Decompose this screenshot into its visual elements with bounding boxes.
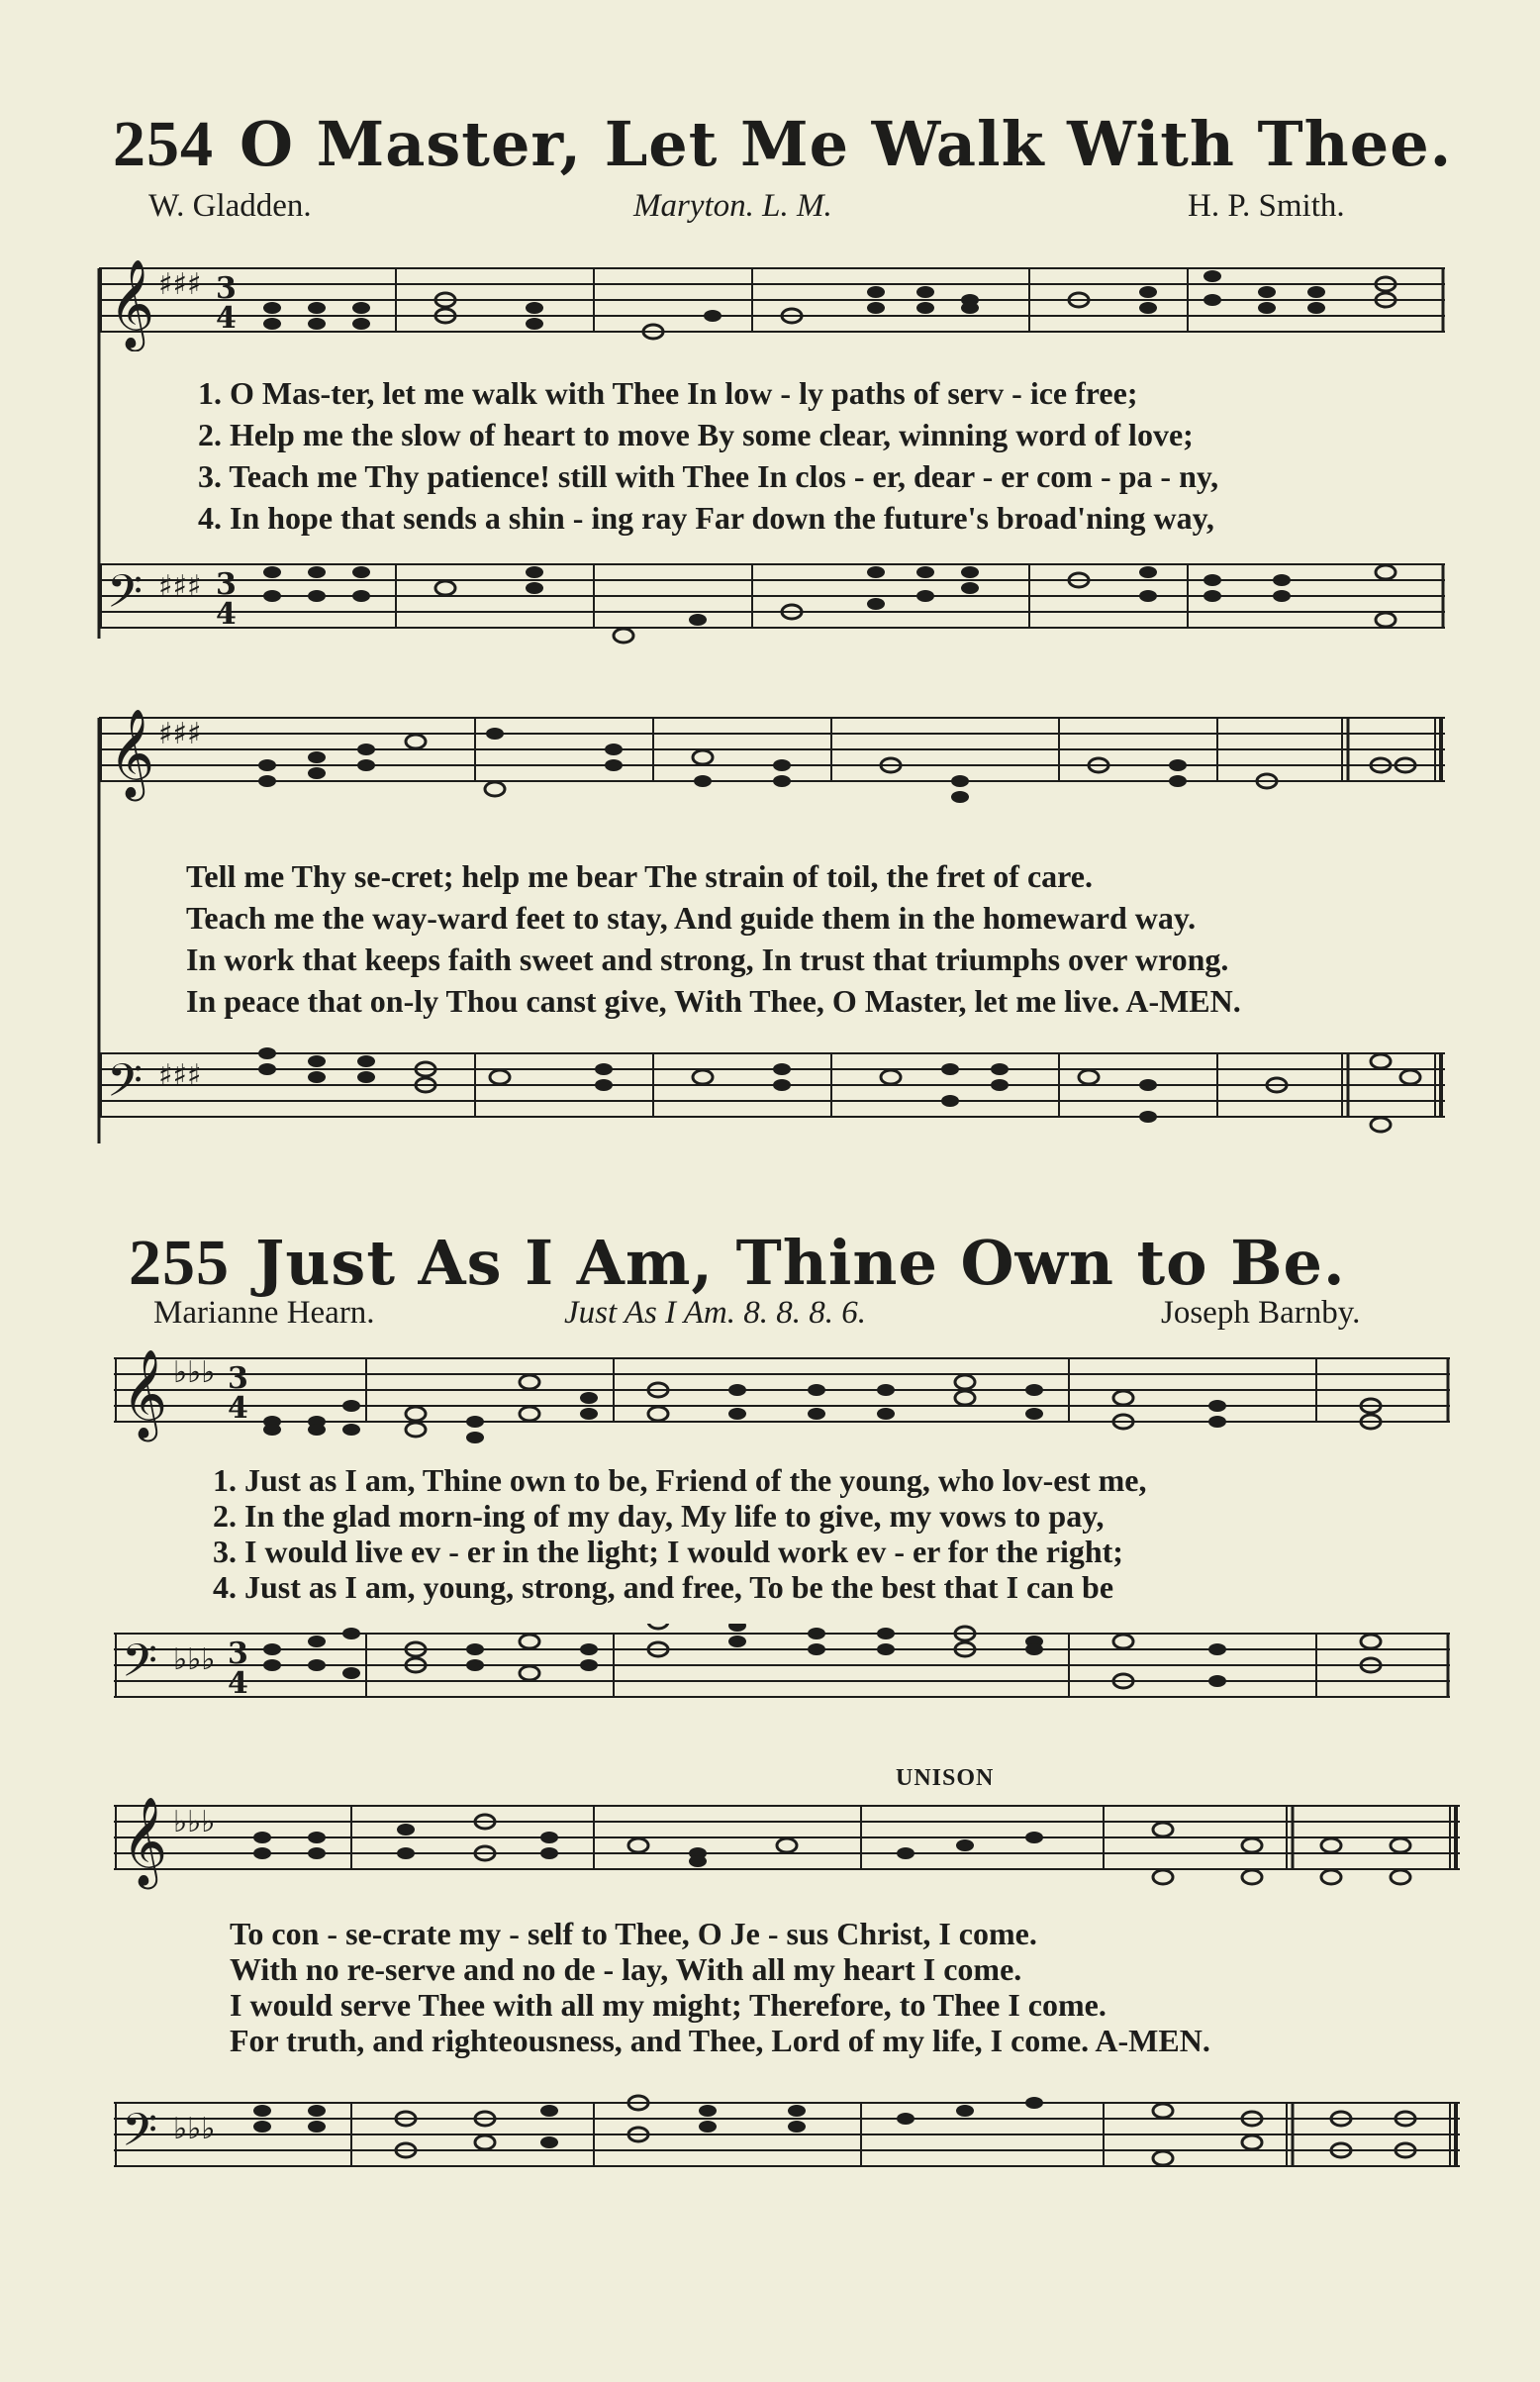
verse-line: 3. I would live ev - er in the light; I would work ev - er for the right; [213, 1534, 1123, 1569]
verse-line: 2. In the glad morn-ing of my day, My life to give, my vows to pay, [213, 1498, 1105, 1534]
verse-line: 1. O Mas-ter, let me walk with Thee In low - ly paths of serv - ice free; [198, 375, 1138, 411]
author: W. Gladden. [148, 188, 312, 224]
hymn-255-treble-staff-2 [114, 1792, 1460, 1901]
verse-line: To con - se-crate my - self to Thee, O Je - sus Christ, I come. [230, 1916, 1037, 1951]
tune-meter: Just As I Am. 8. 8. 8. 6. [564, 1295, 866, 1331]
svg-text:♯♯♯: ♯♯♯ [158, 717, 202, 751]
hymn-255-bass-staff-2 [114, 2089, 1460, 2198]
hymn-254-treble-staff-1 [99, 252, 1445, 351]
svg-text:♭♭♭: ♭♭♭ [173, 1805, 216, 1839]
hymn-title-text: Just As I Am, Thine Own to Be. [255, 1227, 1346, 1299]
svg-text:3: 3 [228, 1637, 248, 1671]
hymn-254-title [113, 107, 1452, 182]
svg-text:3: 3 [216, 567, 237, 602]
svg-text:4: 4 [216, 301, 237, 336]
verse-line: 1. Just as I am, Thine own to be, Friend of the young, who lov-est me, [213, 1462, 1147, 1498]
verse-line: 4. Just as I am, young, strong, and free, To be the best that I can be [213, 1569, 1114, 1605]
verse-line: In work that keeps faith sweet and strong, In trust that triumphs over wrong. [186, 942, 1229, 977]
svg-text:3: 3 [216, 271, 237, 306]
unison-marking: UNISON [896, 1765, 995, 1791]
hymn-number: 254 [113, 108, 214, 180]
svg-text:𝄞: 𝄞 [109, 709, 155, 798]
svg-text:𝄢: 𝄢 [122, 1635, 158, 1699]
hymn-255-treble-staff-1 [114, 1346, 1450, 1455]
svg-text:♯♯♯: ♯♯♯ [158, 267, 202, 302]
svg-text:𝄞: 𝄞 [122, 1797, 168, 1886]
svg-text:𝄞: 𝄞 [109, 259, 155, 348]
verse-line: Tell me Thy se-cret; help me bear The strain of toil, the fret of care. [186, 858, 1093, 894]
svg-text:4: 4 [216, 597, 237, 632]
svg-text:𝄢: 𝄢 [107, 565, 144, 630]
svg-text:𝄞: 𝄞 [122, 1349, 168, 1439]
hymn-255-credits [153, 1295, 1440, 1335]
verse-line: For truth, and righteousness, and Thee, Lord of my life, I come. A-MEN. [230, 2023, 1210, 2058]
author: Marianne Hearn. [153, 1295, 375, 1331]
svg-text:3: 3 [228, 1361, 248, 1396]
composer: H. P. Smith. [1188, 188, 1345, 224]
svg-text:♭♭♭: ♭♭♭ [173, 1355, 216, 1390]
hymn-254-verses-part2 [186, 855, 1241, 1022]
svg-text:4: 4 [228, 1391, 248, 1426]
hymn-254-verses-part1 [198, 372, 1218, 539]
svg-text:♭♭♭: ♭♭♭ [173, 2112, 216, 2146]
hymn-255-title [129, 1226, 1346, 1301]
verse-line: Teach me the way-ward feet to stay, And guide them in the homeward way. [186, 900, 1197, 936]
hymn-255-bass-staff-1 [114, 1624, 1450, 1723]
system-brackets [95, 252, 105, 2203]
svg-text:𝄢: 𝄢 [122, 2104, 158, 2168]
verse-line: 4. In hope that sends a shin - ing ray Far down the future's broad'ning way, [198, 500, 1214, 536]
hymn-255-verses-part1 [213, 1459, 1147, 1605]
verse-line: In peace that on-ly Thou canst give, With Thee, O Master, let me live. A-MEN. [186, 983, 1241, 1019]
tune-meter: Maryton. L. M. [633, 188, 832, 224]
hymn-number: 255 [129, 1227, 230, 1299]
svg-text:4: 4 [228, 1666, 248, 1701]
svg-text:♭♭♭: ♭♭♭ [173, 1642, 216, 1677]
verse-line: 3. Teach me Thy patience! still with Thee In clos - er, dear - er com - pa - ny, [198, 458, 1219, 494]
hymn-254-bass-staff-2 [99, 1040, 1445, 1158]
verse-line: 2. Help me the slow of heart to move By some clear, winning word of love; [198, 417, 1194, 452]
verse-line: I would serve Thee with all my might; Therefore, to Thee I come. [230, 1987, 1107, 2023]
svg-text:♯♯♯: ♯♯♯ [158, 1058, 202, 1093]
hymn-title-text: O Master, Let Me Walk With Thee. [240, 108, 1453, 180]
svg-text:♯♯♯: ♯♯♯ [158, 569, 202, 604]
hymn-255-verses-part2 [230, 1913, 1210, 2058]
hymn-254-bass-staff-1 [99, 554, 1445, 663]
composer: Joseph Barnby. [1161, 1295, 1361, 1331]
verse-line: With no re-serve and no de - lay, With all my heart I come. [230, 1951, 1022, 1987]
hymn-254-credits [148, 188, 1415, 228]
svg-text:𝄢: 𝄢 [107, 1054, 144, 1119]
hymn-254-treble-staff-2 [99, 708, 1445, 817]
